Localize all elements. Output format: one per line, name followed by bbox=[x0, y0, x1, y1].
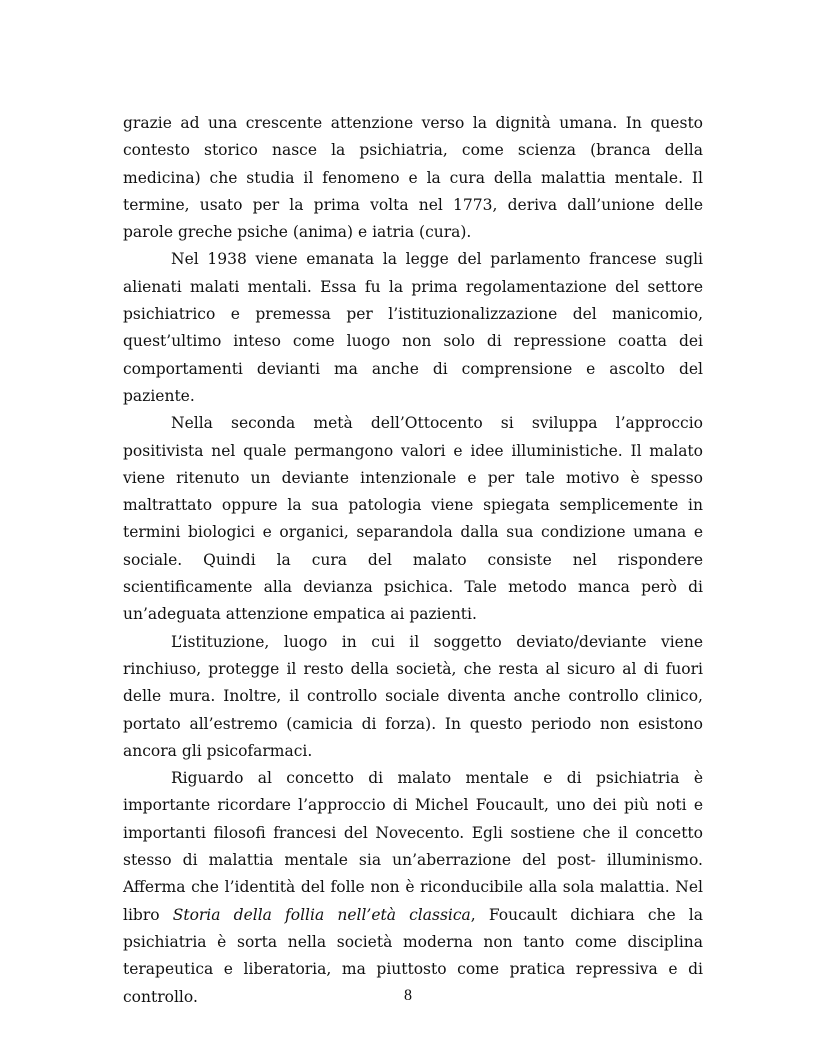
page-number: 8 bbox=[404, 987, 412, 1004]
foucault-text-before: Riguardo al concetto di malato mentale e di psichiatria è importante ricordare l’approccio di Michel Foucault, uno dei più noti e importanti filosofi francesi del Novecento. Egli sostiene che il concetto stesso di malattia mentale sia un’aberrazione del post- illuminismo. Afferma che l’identità del folle non è riconducibile alla sola malattia. Nel libro bbox=[123, 769, 703, 924]
paragraph-foucault bbox=[123, 765, 703, 1011]
paragraph-positivism: Nella seconda metà dell’Ottocento si sviluppa l’approccio positivista nel quale permangono valori e idee illuministiche. Il malato viene ritenuto un deviante intenzionale e per tale motivo è spesso maltrattato oppure la sua patologia viene spiegata semplicemente in termini biologici e organici, separandola dalla sua condizione umana e sociale. Quindi la cura del malato consiste nel rispondere scientificamente alla devianza psichica. Tale metodo manca però di un’adeguata attenzione empatica ai pazienti. bbox=[123, 414, 703, 624]
foucault-text-after: , Foucault dichiara che la psichiatria è sorta nella società moderna non tanto come disciplina terapeutica e liberatoria, ma piuttosto come pratica repressiva e di controllo. bbox=[123, 905, 704, 1006]
book-title: Storia della follia nell’età classica bbox=[172, 905, 471, 924]
paragraph-institution: L’istituzione, luogo in cui il soggetto deviato/deviante viene rinchiuso, protegge il resto della società, che resta al sicuro al di fuori delle mura. Inoltre, il controllo sociale diventa anche controllo clinico, portato all’estremo (camicia di forza). In questo periodo non esistono ancora gli psicofarmaci. bbox=[123, 632, 703, 760]
paragraph-dignity: grazie ad una crescente attenzione verso la dignità umana. In questo contesto storico nasce la psichiatria, come scienza (branca della medicina) che studia il fenomeno e la cura della malattia mentale. Il termine, usato per la prima volta nel 1773, deriva dall’unione delle parole greche psiche (anima) e iatria (cura). bbox=[123, 114, 703, 242]
page-body bbox=[123, 110, 703, 1011]
paragraph-law-1938: Nel 1938 viene emanata la legge del parlamento francese sugli alienati malati mentali. Essa fu la prima regolamentazione del settore psichiatrico e premessa per l’istituzionalizzazione del manicomio, quest’ultimo inteso come luogo non solo di repressione coatta dei comportamenti devianti ma anche di comprensione e ascolto del paziente. bbox=[123, 250, 703, 405]
